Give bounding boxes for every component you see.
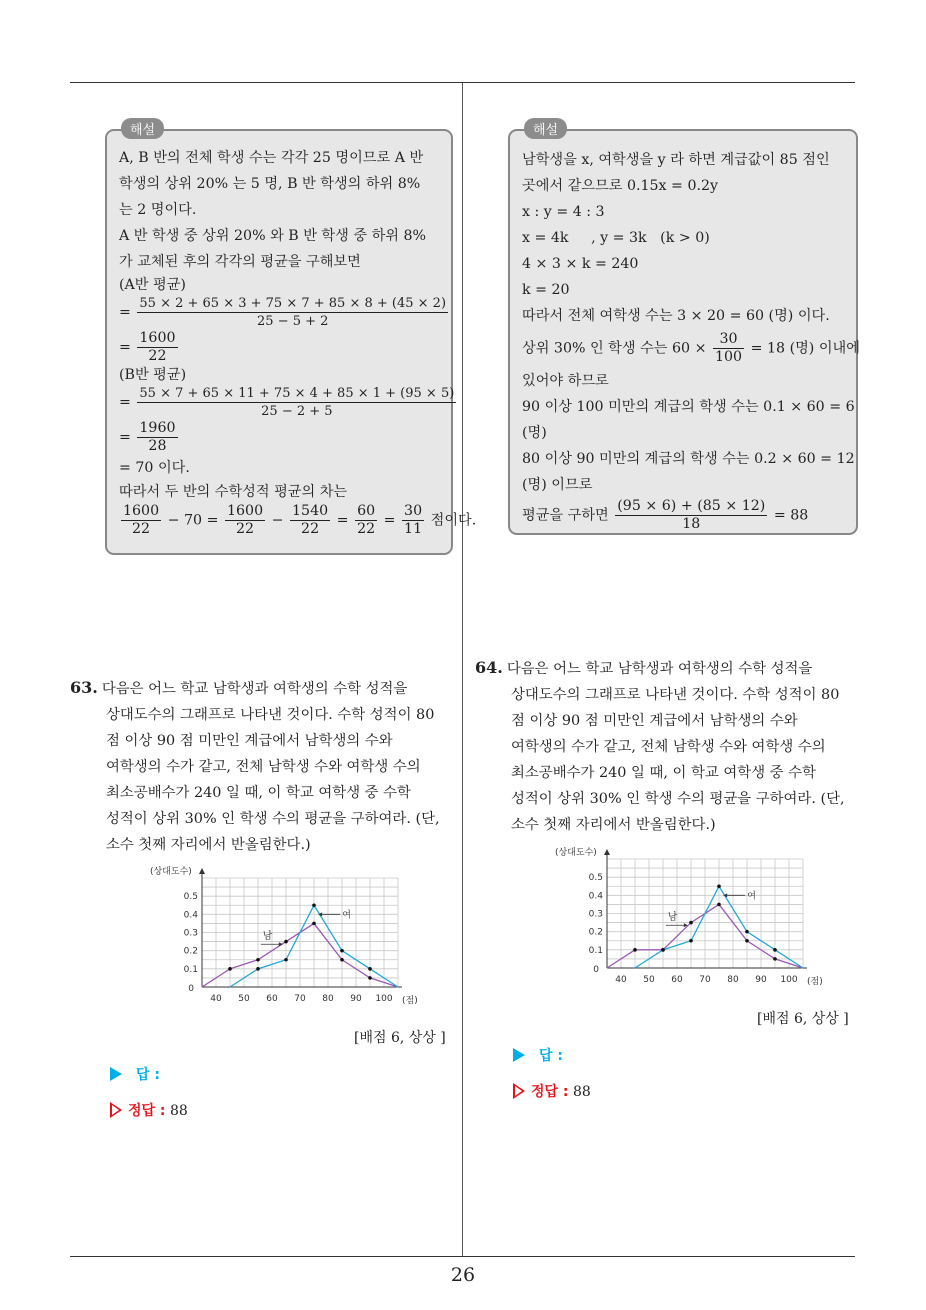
- b-average-result: = $\frac{1960}{28}$: [119, 420, 176, 454]
- frequency-polygon-chart-64: [545, 843, 825, 988]
- b-average-label: (B반 평균): [119, 367, 187, 383]
- explanation-line: 남학생을 x, 여학생을 y 라 하면 계급값이 85 점인: [522, 152, 830, 168]
- data-point: [312, 922, 316, 926]
- data-point: [661, 948, 665, 952]
- y-tick-label: 0.3: [588, 909, 603, 920]
- y-tick-label: 0.2: [183, 946, 198, 957]
- data-point: [773, 957, 777, 961]
- outline-triangle-icon: [110, 1102, 122, 1118]
- data-point: [773, 948, 777, 952]
- question-text: 소수 첫째 자리에서 반올림한다.): [511, 817, 716, 833]
- explanation-line: 80 이상 90 미만의 계급의 학생 수는 0.2 × 60 = 12: [522, 451, 855, 467]
- series-label-female: 여: [747, 891, 756, 902]
- series-label-male: 남: [262, 931, 273, 943]
- question-text: 최소공배수가 240 일 때, 이 학교 여학생 중 수학: [511, 765, 816, 781]
- play-icon: [110, 1067, 122, 1081]
- a-average-label: (A반 평균): [119, 277, 186, 293]
- question-63: [70, 675, 440, 858]
- y-axis-label: (상대도수): [555, 848, 597, 858]
- data-point: [256, 967, 260, 971]
- y-axis-arrow: [604, 849, 610, 855]
- score-label: [배점 6, 상상 ]: [757, 1011, 849, 1027]
- explanation-line: 가 교체된 후의 각각의 평균을 구해보면: [119, 254, 361, 270]
- data-point: [368, 976, 372, 980]
- x-tick-label: 50: [238, 994, 250, 1004]
- question-text: 다음은 어느 학교 남학생과 여학생의 수학 성적을: [506, 661, 813, 677]
- data-point: [228, 967, 232, 971]
- y-axis-label: (상대도수): [150, 867, 192, 877]
- series-label-female: 여: [342, 910, 351, 921]
- x-tick-label: 70: [699, 975, 711, 985]
- data-point: [312, 903, 316, 907]
- question-text: 다음은 어느 학교 남학생과 여학생의 수학 성적을: [101, 681, 408, 697]
- x-tick-label: 100: [375, 994, 393, 1004]
- question-text: 상대도수의 그래프로 나타낸 것이다. 수학 성적이 80: [106, 707, 435, 723]
- answer-row: 답 :: [110, 1064, 160, 1084]
- correct-answer-row: 정답 : 88: [110, 1100, 188, 1120]
- x-tick-label: 70: [294, 994, 306, 1004]
- question-text: 성적이 상위 30% 인 학생 수의 평균을 구하여라. (단,: [511, 791, 845, 807]
- a-average-formula: = $\frac{55 \times 2 + 65 \times 3 + 75 \times 7 + 85 \times 8 + (45 \times 2)}{25 - 5 + 2}$: [119, 296, 447, 329]
- data-point: [717, 903, 721, 907]
- bottom-rule: [70, 1256, 855, 1257]
- correct-answer-value: 88: [169, 1103, 188, 1119]
- b-average-formula: = $\frac{55 \times 7 + 65 \times 11 + 75 \times 4 + 85 \times 1 + (95 \times 5)}{25 - 2 + 5}$: [119, 386, 455, 419]
- data-point: [368, 967, 372, 971]
- difference-formula: $\frac{1600}{22}$ − 70 = $\frac{1600}{22}$ − $\frac{1540}{22}$ = $\frac{60}{22}$ = $\frac{30}{11}$ 점이다.: [123, 503, 477, 537]
- explanation-line: 4 × 3 × k = 240: [522, 256, 639, 272]
- explanation-line: 따라서 두 반의 수학성적 평균의 차는: [119, 484, 348, 500]
- correct-answer-value: 88: [572, 1084, 591, 1100]
- question-number: 64.: [475, 658, 503, 677]
- explanation-line: 90 이상 100 미만의 계급의 학생 수는 0.1 × 60 = 6: [522, 399, 855, 415]
- x-tick-label: 80: [322, 994, 334, 1004]
- question-text: 점 이상 90 점 미만인 계급에서 남학생의 수와: [106, 733, 393, 749]
- a-average-result: = $\frac{1600}{22}$: [119, 330, 176, 364]
- data-point: [717, 884, 721, 888]
- column-divider: [462, 83, 463, 1256]
- y-axis-arrow: [199, 868, 205, 874]
- question-text: 점 이상 90 점 미만인 계급에서 남학생의 수와: [511, 713, 798, 729]
- x-tick-label: 90: [350, 994, 362, 1004]
- y-tick-label: 0.2: [588, 927, 603, 938]
- question-text: 여학생의 수가 같고, 전체 남학생 수와 여학생 수의: [106, 759, 421, 775]
- data-point: [745, 930, 749, 934]
- series-label-male: 남: [667, 912, 678, 924]
- data-point: [745, 939, 749, 943]
- explanation-tag: 해설: [121, 118, 164, 139]
- answer-row: 답 :: [513, 1045, 563, 1065]
- data-point: [633, 948, 637, 952]
- x-axis-label: (점): [402, 996, 418, 1006]
- y-tick-label: 0.5: [183, 892, 198, 903]
- explanation-line: k = 20: [522, 282, 570, 298]
- explanation-line: x : y = 4 : 3: [522, 204, 605, 220]
- b-average-final: = 70 이다.: [119, 460, 190, 476]
- explanation-line: A 반 학생 중 상위 20% 와 B 반 학생 중 하위 8%: [119, 228, 426, 244]
- data-point: [284, 958, 288, 962]
- explanation-line: 곳에서 같으므로 0.15x = 0.2y: [522, 178, 719, 194]
- correct-answer-row: 정답 : 88: [513, 1081, 591, 1101]
- page-number: 26: [450, 1264, 476, 1286]
- y-tick-label: 0.1: [588, 945, 603, 956]
- score-label: [배점 6, 상상 ]: [354, 1030, 446, 1046]
- explanation-box-right: [508, 123, 860, 535]
- explanation-line: 학생의 상위 20% 는 5 명, B 반 학생의 하위 8%: [119, 176, 421, 192]
- question-text: 여학생의 수가 같고, 전체 남학생 수와 여학생 수의: [511, 739, 826, 755]
- origin-label: 0: [188, 984, 194, 994]
- explanation-line: A, B 반의 전체 학생 수는 각각 25 명이므로 A 반: [119, 150, 424, 166]
- y-tick-label: 0.3: [183, 928, 198, 939]
- x-tick-label: 40: [210, 994, 222, 1004]
- question-text: 최소공배수가 240 일 때, 이 학교 여학생 중 수학: [106, 785, 411, 801]
- x-tick-label: 90: [755, 975, 767, 985]
- question-number: 63.: [70, 678, 98, 697]
- x-tick-label: 60: [266, 994, 278, 1004]
- explanation-box-left: [105, 123, 477, 555]
- mean-formula: 평균을 구하면 $\frac{(95 \times 6) + (85 \times 12)}{18}$ = 88: [522, 498, 809, 532]
- y-tick-label: 0.4: [588, 891, 603, 902]
- question-text: 소수 첫째 자리에서 반올림한다.): [106, 837, 311, 853]
- data-point: [340, 949, 344, 953]
- frequency-polygon-chart-63: [140, 862, 420, 1007]
- x-tick-label: 60: [671, 975, 683, 985]
- explanation-line: 있어야 하므로: [522, 373, 609, 389]
- x-tick-label: 50: [643, 975, 655, 985]
- data-point: [284, 940, 288, 944]
- explanation-line: (명): [522, 425, 547, 441]
- origin-label: 0: [593, 965, 599, 975]
- data-point: [340, 958, 344, 962]
- question-text: 성적이 상위 30% 인 학생 수의 평균을 구하여라. (단,: [106, 811, 440, 827]
- x-tick-label: 40: [615, 975, 627, 985]
- x-tick-label: 80: [727, 975, 739, 985]
- explanation-line: 는 2 명이다.: [119, 202, 197, 218]
- explanation-line: 따라서 전체 여학생 수는 3 × 20 = 60 (명) 이다.: [522, 308, 830, 324]
- question-text: 상대도수의 그래프로 나타낸 것이다. 수학 성적이 80: [511, 687, 840, 703]
- y-tick-label: 0.5: [588, 873, 603, 884]
- top30-formula: 상위 30% 인 학생 수는 60 × $\frac{30}{100}$ = 18 (명) 이내에: [522, 331, 860, 365]
- data-point: [689, 939, 693, 943]
- explanation-line: x = 4k , y = 3k (k > 0): [522, 230, 710, 246]
- x-axis-label: (점): [807, 977, 823, 987]
- explanation-line: (명) 이므로: [522, 477, 593, 493]
- explanation-tag: 해설: [524, 118, 567, 139]
- outline-triangle-icon: [513, 1083, 525, 1099]
- x-tick-label: 100: [780, 975, 798, 985]
- play-icon: [513, 1048, 525, 1062]
- data-point: [256, 958, 260, 962]
- data-point: [689, 921, 693, 925]
- y-tick-label: 0.1: [183, 964, 198, 975]
- y-tick-label: 0.4: [183, 910, 198, 921]
- question-64: [475, 655, 845, 838]
